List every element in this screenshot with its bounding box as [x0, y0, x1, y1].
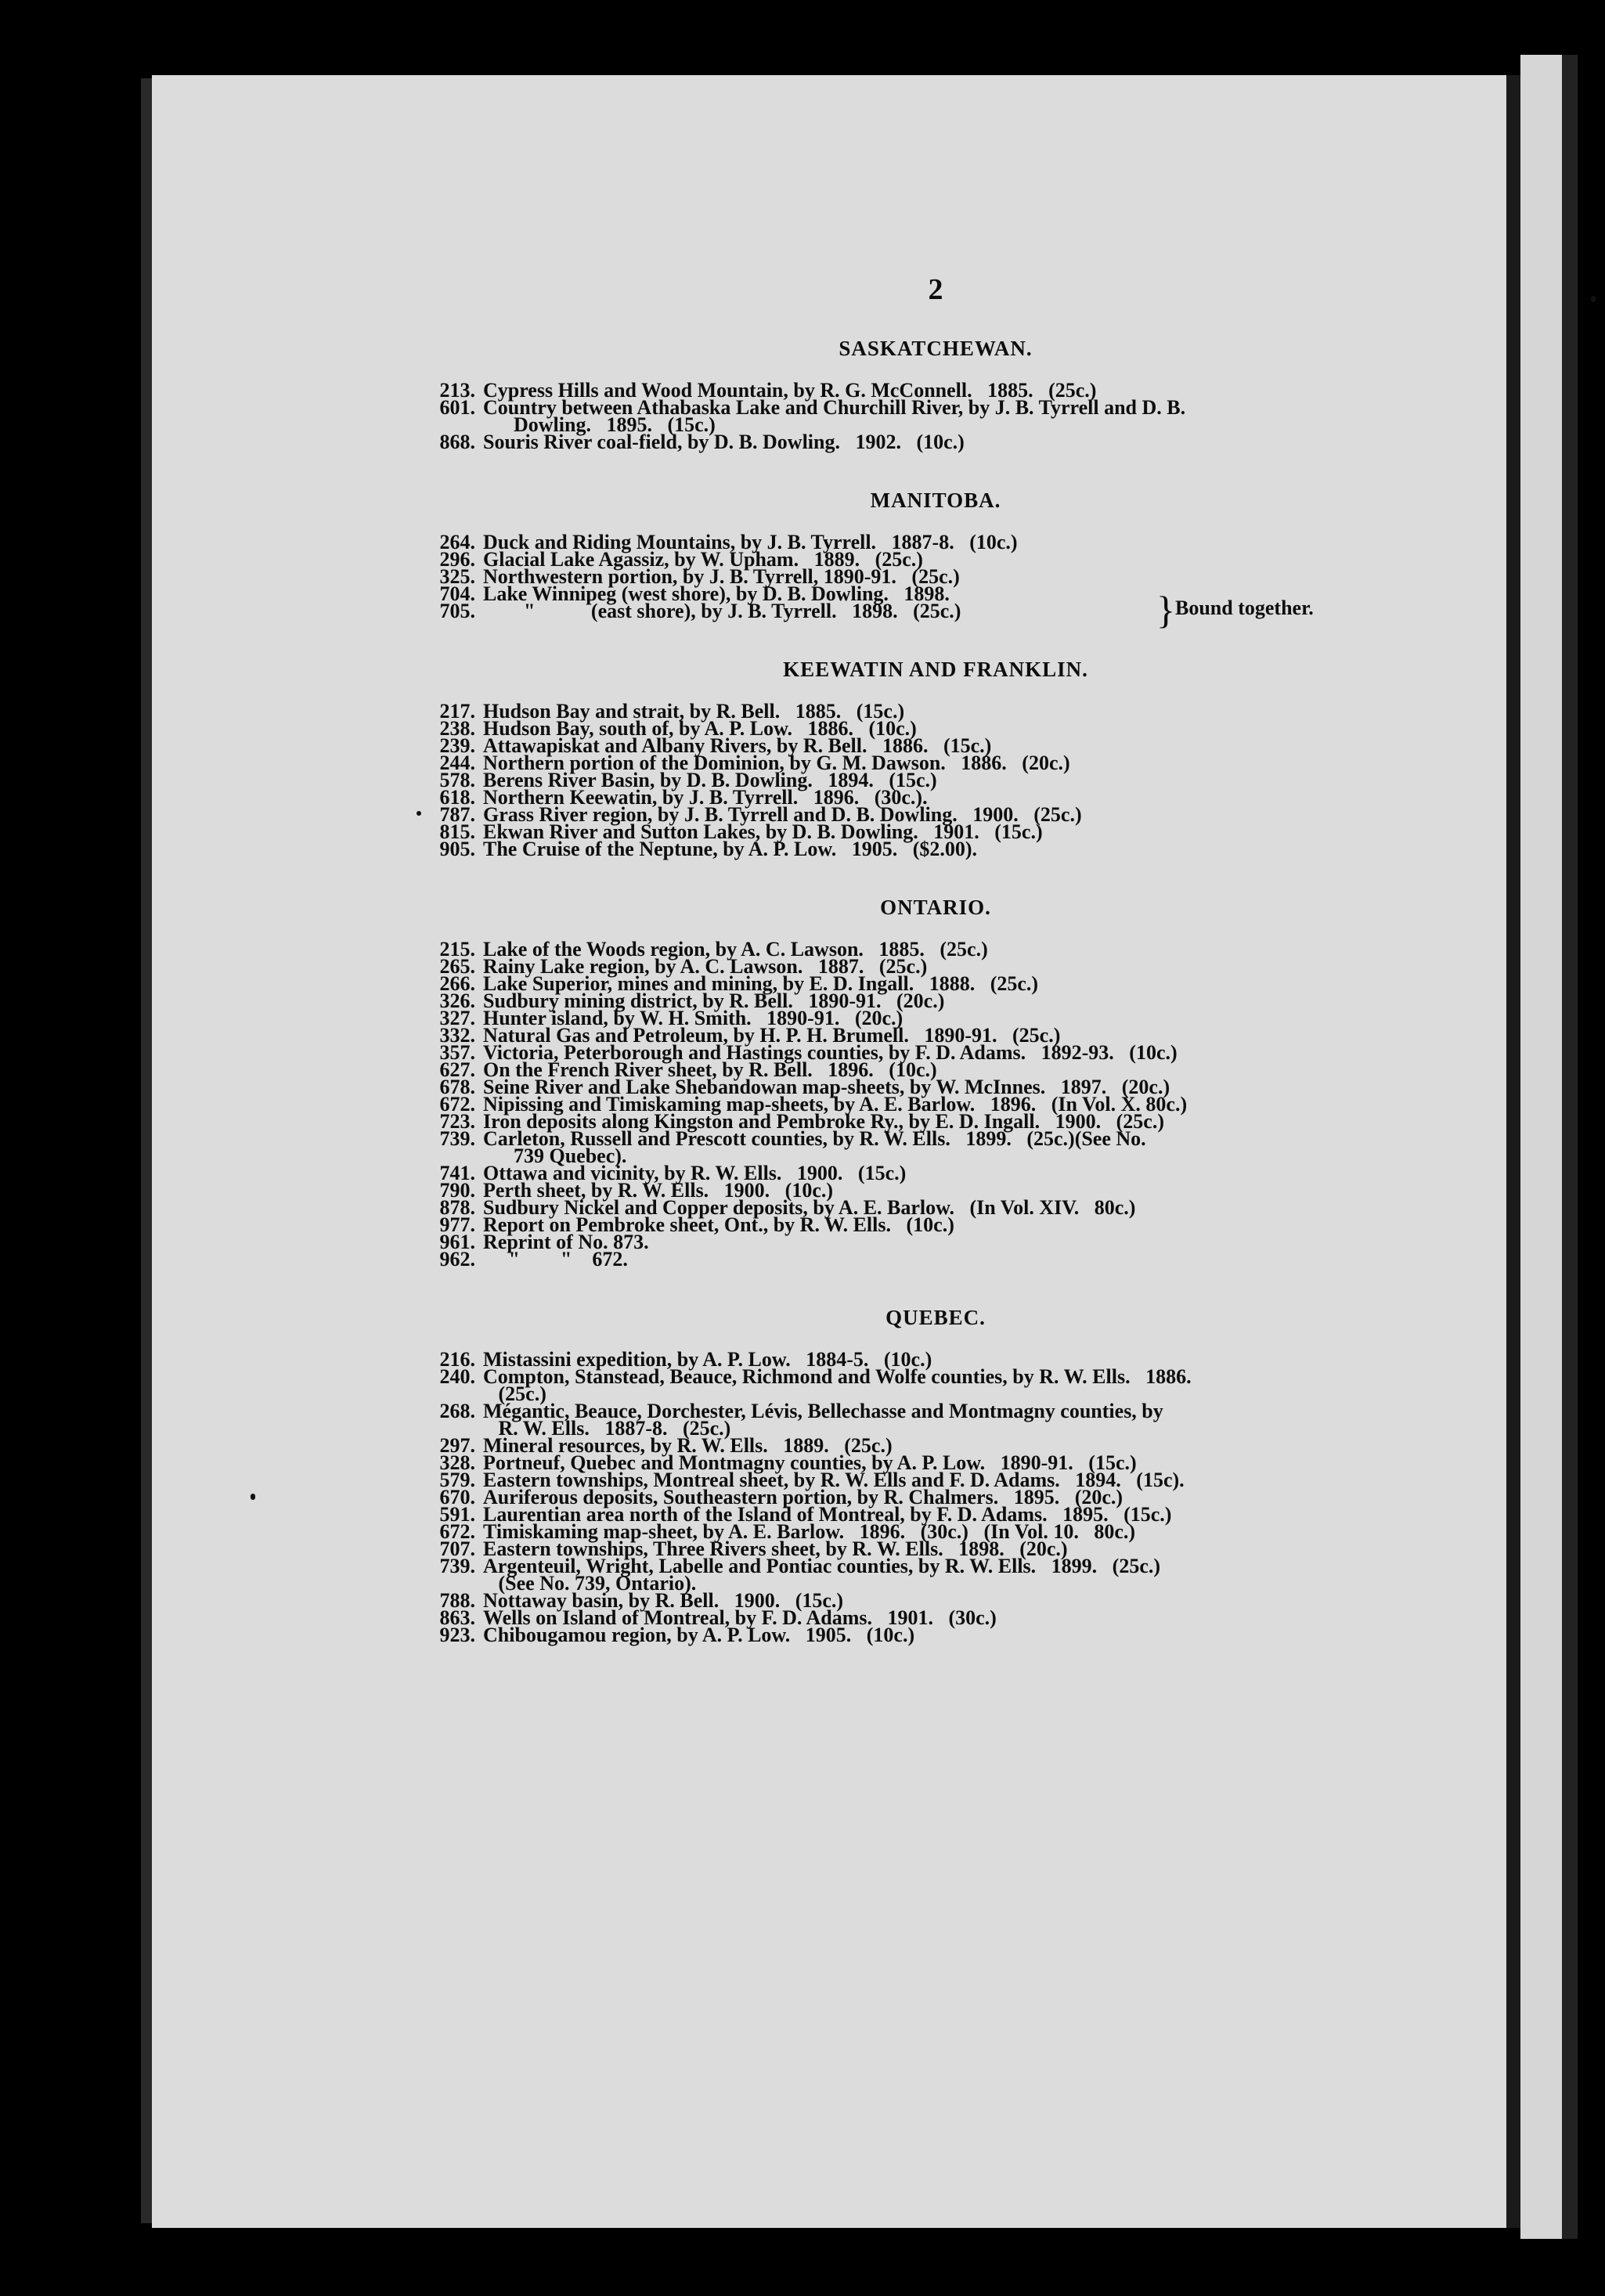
entry-text: Compton, Stanstead, Beauce, Richmond and Wolfe counties, by R. W. Ells. 1886. [483, 1365, 1192, 1388]
entry-number: 790. [439, 1179, 475, 1202]
entry-text: Duck and Riding Mountains, by J. B. Tyrrell. 1887-8. (10c.) [483, 531, 1018, 553]
entry-number: 296. [439, 548, 475, 571]
entry-number: 328. [439, 1451, 475, 1474]
scan-edge-left [141, 78, 152, 2223]
entry-number: 705. [439, 600, 475, 622]
section-heading: ONTARIO. [880, 896, 991, 919]
entry-number: 739. [439, 1127, 475, 1150]
entry-text: (See No. 739, Ontario). [483, 1572, 697, 1595]
section-heading: QUEBEC. [885, 1306, 986, 1329]
list-item [427, 1365, 1405, 1388]
entry-number: 863. [439, 1606, 475, 1629]
entry-text: Mégantic, Beauce, Dorchester, Lévis, Bellechasse and Montmagny counties, by [483, 1400, 1163, 1422]
scan-speck [1591, 296, 1596, 302]
entry-number: 618. [439, 786, 475, 809]
entry-number: 961. [439, 1231, 475, 1253]
entry-number: 627. [439, 1058, 475, 1081]
entry-text: Dowling. 1895. (15c.) [483, 413, 716, 436]
page-gutter [1506, 75, 1520, 2228]
scan-speck [417, 811, 421, 816]
entry-number: 579. [439, 1469, 475, 1491]
entry-number: 962. [439, 1248, 475, 1271]
entry-number: 923. [439, 1624, 475, 1646]
entry-text: Northern Keewatin, by J. B. Tyrrell. 1896. (30c.). [483, 786, 928, 809]
entry-number: 741. [439, 1162, 475, 1184]
bound-together-label: Bound together. [1175, 597, 1314, 619]
entry-text: Hudson Bay, south of, by A. P. Low. 1886. (10c.) [483, 717, 917, 740]
entry-text: " " 672. [483, 1248, 628, 1271]
entry-number: 723. [439, 1110, 475, 1133]
entry-text: Victoria, Peterborough and Hastings counties, by F. D. Adams. 1892-93. (10c.) [483, 1041, 1178, 1064]
entry-text: Rainy Lake region, by A. C. Lawson. 1887. (25c.) [483, 955, 928, 978]
page-content [427, 274, 1405, 1644]
entry-text: Seine River and Lake Shebandowan map-sheets, by W. McInnes. 1897. (20c.) [483, 1076, 1170, 1098]
entry-number: 578. [439, 769, 475, 791]
entry-number: 238. [439, 717, 475, 740]
entry-number: 815. [439, 820, 475, 843]
entry-text: (25c.) [483, 1382, 546, 1405]
entry-text: Berens River Basin, by D. B. Dowling. 1894. (15c.) [483, 769, 937, 791]
entry-text: Glacial Lake Agassiz, by W. Upham. 1889. (25c.) [483, 548, 923, 571]
entry-number: 868. [439, 431, 475, 453]
entry-text: Wells on Island of Montreal, by F. D. Adams. 1901. (30c.) [483, 1606, 997, 1629]
entry-number: 707. [439, 1537, 475, 1560]
entry-text: Mistassini expedition, by A. P. Low. 1884-5. (10c.) [483, 1348, 932, 1371]
entry-number: 265. [439, 955, 475, 978]
entry-text: Natural Gas and Petroleum, by H. P. H. Brumell. 1890-91. (25c.) [483, 1024, 1061, 1047]
entry-number: 332. [439, 1024, 475, 1047]
entry-number: 264. [439, 531, 475, 553]
entry-text: The Cruise of the Neptune, by A. P. Low. 1905. ($2.00). [483, 838, 978, 860]
entry-text: Nipissing and Timiskaming map-sheets, by A. E. Barlow. 1896. (In Vol. X. 80c.) [483, 1093, 1188, 1116]
list-item [427, 431, 1405, 453]
section-heading: KEEWATIN AND FRANKLIN. [783, 658, 1088, 681]
entry-text: Eastern townships, Three Rivers sheet, by R. W. Ells. 1898. (20c.) [483, 1537, 1068, 1560]
page-number: 2 [928, 273, 943, 306]
entry-number: 672. [439, 1520, 475, 1543]
entry-text: Country between Athabaska Lake and Churchill River, by J. B. Tyrrell and D. B. [483, 396, 1186, 419]
entry-text: Attawapiskat and Albany Rivers, by R. Bell. 1886. (15c.) [483, 734, 992, 757]
entry-number: 244. [439, 752, 475, 774]
entry-number: 601. [439, 396, 475, 419]
entry-text: Reprint of No. 873. [483, 1231, 649, 1253]
entry-number: 325. [439, 565, 475, 588]
scan-speck [251, 1494, 255, 1500]
section-heading: SASKATCHEWAN. [839, 337, 1033, 360]
entry-text: Argenteuil, Wright, Labelle and Pontiac counties, by R. W. Ells. 1899. (25c.) [483, 1555, 1161, 1577]
entry-text: Auriferous deposits, Southeastern portion, by R. Chalmers. 1895. (20c.) [483, 1486, 1124, 1508]
list-item [427, 838, 1405, 860]
entry-number: 297. [439, 1434, 475, 1457]
entry-number: 788. [439, 1589, 475, 1612]
entry-text: R. W. Ells. 1887-8. (25c.) [483, 1417, 731, 1440]
entry-number: 977. [439, 1213, 475, 1236]
entry-text: Sudbury mining district, by R. Bell. 1890-91. (20c.) [483, 989, 945, 1012]
entry-text: Timiskaming map-sheet, by A. E. Barlow. 1896. (30c.) (In Vol. 10. 80c.) [483, 1520, 1136, 1543]
entry-number: 217. [439, 700, 475, 723]
entry-number: 787. [439, 803, 475, 826]
entry-text: Hudson Bay and strait, by R. Bell. 1885. (15c.) [483, 700, 905, 723]
entry-text: Ekwan River and Sutton Lakes, by D. B. Dowling. 1901. (15c.) [483, 820, 1043, 843]
entry-text: Carleton, Russell and Prescott counties, by R. W. Ells. 1899. (25c.)(See No. [483, 1127, 1146, 1150]
entry-text: Eastern townships, Montreal sheet, by R. W. Ells and F. D. Adams. 1894. (15c). [483, 1469, 1185, 1491]
entry-number: 357. [439, 1041, 475, 1064]
brace-icon: } [1156, 588, 1175, 632]
entry-text: Sudbury Nickel and Copper deposits, by A. E. Barlow. (In Vol. XIV. 80c.) [483, 1196, 1136, 1219]
entry-number: 704. [439, 582, 475, 605]
entry-number: 591. [439, 1503, 475, 1526]
facing-page-shadow [1562, 55, 1578, 2239]
entry-text: Hunter island, by W. H. Smith. 1890-91. (20c.) [483, 1007, 903, 1029]
entry-number: 266. [439, 972, 475, 995]
list-item [427, 1624, 1405, 1646]
entry-number: 672. [439, 1093, 475, 1116]
entry-number: 326. [439, 989, 475, 1012]
entry-text: Souris River coal-field, by D. B. Dowling. 1902. (10c.) [483, 431, 965, 453]
entry-number: 670. [439, 1486, 475, 1508]
entry-text: Chibougamou region, by A. P. Low. 1905. (10c.) [483, 1624, 915, 1646]
entry-text: Iron deposits along Kingston and Pembroke Ry., by E. D. Ingall. 1900. (25c.) [483, 1110, 1164, 1133]
entry-text: Northwestern portion, by J. B. Tyrrell, 1890-91. (25c.) [483, 565, 960, 588]
entry-text: Cypress Hills and Wood Mountain, by R. G. McConnell. 1885. (25c.) [483, 379, 1097, 402]
entry-text: Perth sheet, by R. W. Ells. 1900. (10c.) [483, 1179, 834, 1202]
entry-number: 213. [439, 379, 475, 402]
entry-text: " (east shore), by J. B. Tyrrell. 1898. (25c.) [483, 600, 961, 622]
entry-number: 739. [439, 1555, 475, 1577]
entry-text: Grass River region, by J. B. Tyrrell and D. B. Dowling. 1900. (25c.) [483, 803, 1082, 826]
entry-number: 678. [439, 1076, 475, 1098]
section-heading: MANITOBA. [870, 488, 1001, 512]
entry-text: Laurentian area north of the Island of Montreal, by F. D. Adams. 1895. (15c.) [483, 1503, 1172, 1526]
entry-text: Ottawa and vicinity, by R. W. Ells. 1900. (15c.) [483, 1162, 907, 1184]
entry-number: 327. [439, 1007, 475, 1029]
entry-number: 215. [439, 938, 475, 961]
entry-text: Lake Superior, mines and mining, by E. D. Ingall. 1888. (25c.) [483, 972, 1039, 995]
entry-number: 268. [439, 1400, 475, 1422]
list-item [427, 1248, 1405, 1271]
entry-text: Report on Pembroke sheet, Ont., by R. W. Ells. (10c.) [483, 1213, 954, 1236]
sections-container [427, 337, 1405, 1646]
entry-number: 240. [439, 1365, 475, 1388]
entry-text: Nottaway basin, by R. Bell. 1900. (15c.) [483, 1589, 844, 1612]
entry-text: Portneuf, Quebec and Montmagny counties, by A. P. Low. 1890-91. (15c.) [483, 1451, 1137, 1474]
entry-text: 739 Quebec). [483, 1144, 627, 1167]
entry-text: Northern portion of the Dominion, by G. M. Dawson. 1886. (20c.) [483, 752, 1070, 774]
entry-number: 905. [439, 838, 475, 860]
entry-text: Lake of the Woods region, by A. C. Lawson. 1885. (25c.) [483, 938, 988, 961]
entry-text: Mineral resources, by R. W. Ells. 1889. (25c.) [483, 1434, 893, 1457]
entry-text: On the French River sheet, by R. Bell. 1896. (10c.) [483, 1058, 937, 1081]
entry-number: 239. [439, 734, 475, 757]
entry-text: Lake Winnipeg (west shore), by D. B. Dowling. 1898. [483, 582, 950, 605]
entry-number: 878. [439, 1196, 475, 1219]
entry-number: 216. [439, 1348, 475, 1371]
